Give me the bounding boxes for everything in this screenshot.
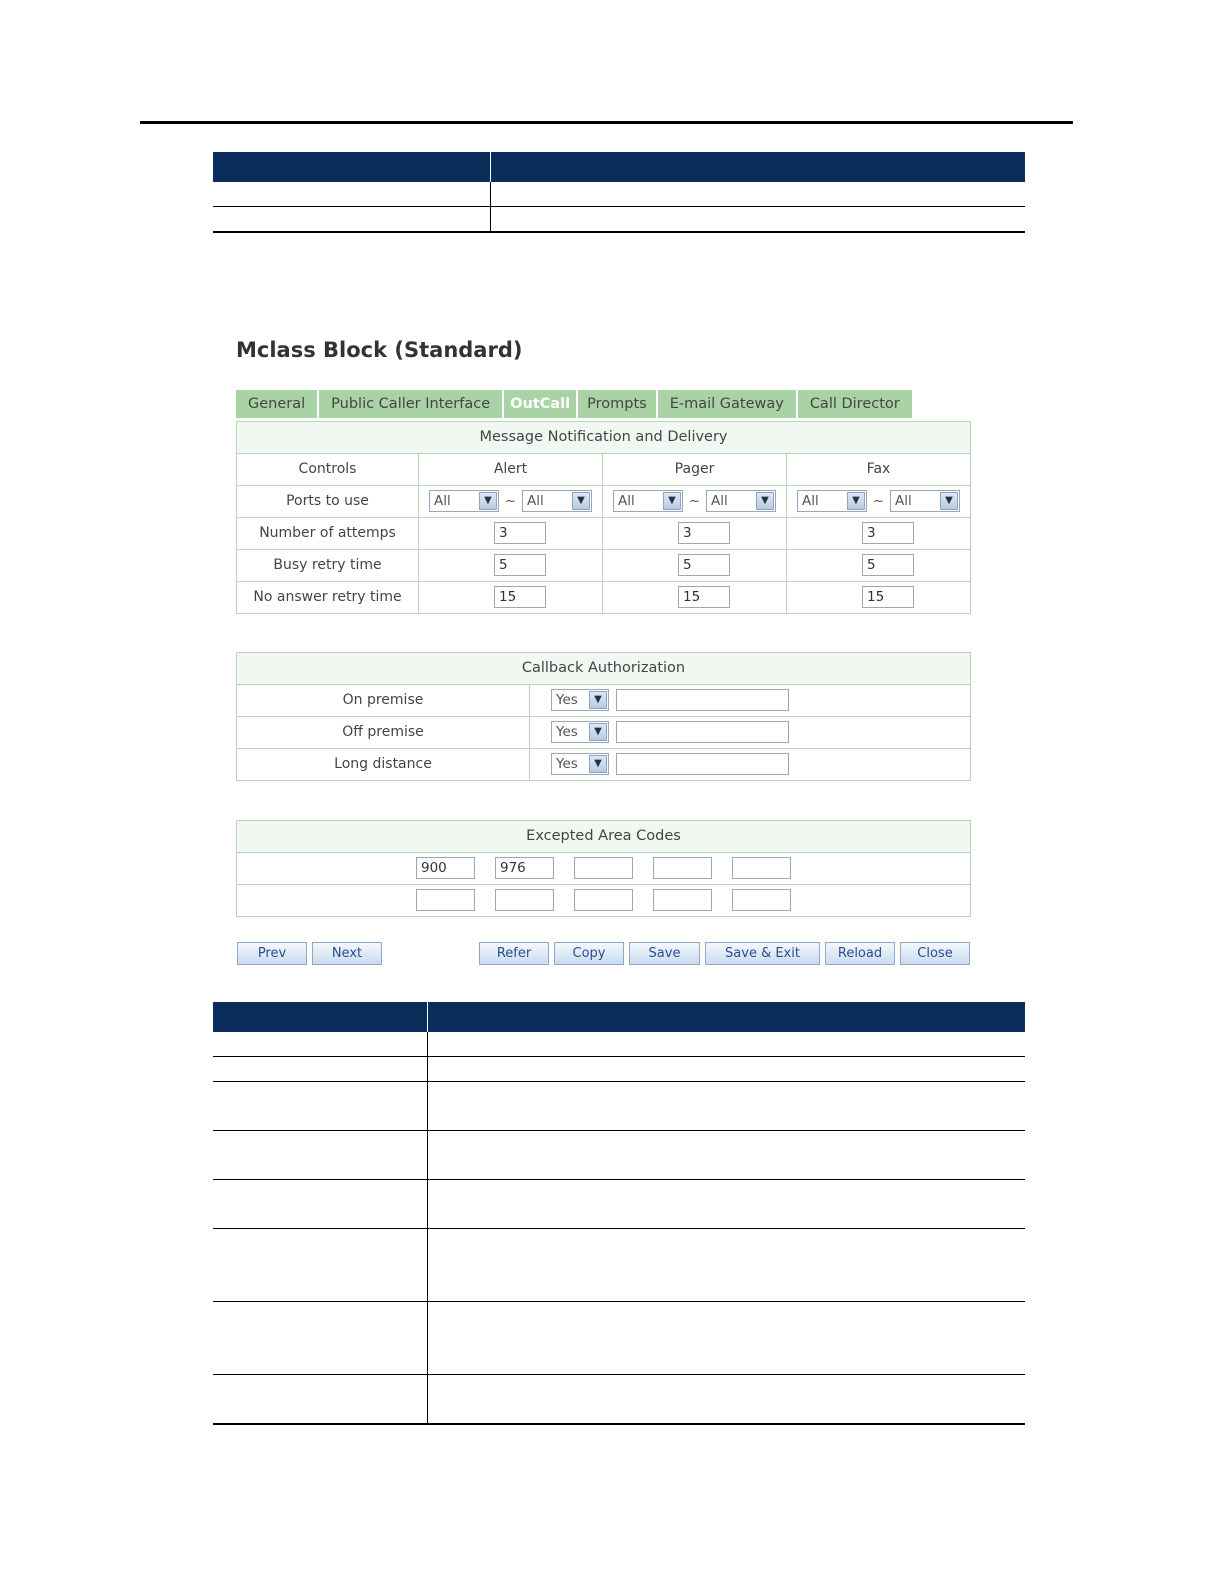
pager-busy-retry-input[interactable]: 5 [678,554,730,576]
fax-busy-cell [787,550,970,581]
chevron-down-icon: ▼ [479,492,497,510]
off-premise-value: Yes [556,724,578,740]
tab-bar [236,390,914,418]
tab-prompts[interactable]: Prompts [578,390,656,418]
area-code-input-8[interactable] [574,889,633,911]
fax-no-answer-input[interactable]: 15 [862,586,914,608]
table-row [213,182,1025,207]
area-codes-row-1 [237,853,970,885]
notification-heading: Message Notification and Delivery [237,422,970,454]
alert-no-answer-input[interactable]: 15 [494,586,546,608]
table-row [213,207,1025,231]
chevron-down-icon: ▼ [663,492,681,510]
area-code-input-10[interactable] [732,889,791,911]
ports-row [237,486,970,518]
busy-retry-label: Busy retry time [237,550,419,581]
fax-port-from-select[interactable] [797,490,867,512]
pager-no-answer-cell [603,582,787,613]
chevron-down-icon: ▼ [572,492,590,510]
area-code-input-6[interactable] [416,889,475,911]
alert-port-to-select[interactable] [522,490,592,512]
on-premise-select[interactable] [551,689,609,711]
prev-button[interactable]: Prev [237,942,307,965]
tab-general[interactable]: General [236,390,317,418]
bottom-doc-table [213,1002,1025,1425]
alert-busy-retry-input[interactable]: 5 [494,554,546,576]
fax-port-to-value: All [895,493,912,509]
chevron-down-icon: ▼ [589,691,607,709]
busy-retry-row [237,550,970,582]
table-row [213,1302,1025,1375]
tab-call-director[interactable]: Call Director [798,390,912,418]
area-code-input-1[interactable]: 900 [416,857,475,879]
off-premise-cell [530,717,970,748]
save-exit-button[interactable]: Save & Exit [705,942,820,965]
alert-ports-cell [419,486,603,517]
off-premise-text-input[interactable] [616,721,789,743]
close-button[interactable]: Close [900,942,970,965]
column-alert: Alert [419,454,603,485]
alert-busy-cell [419,550,603,581]
page-title: Mclass Block (Standard) [236,338,523,362]
pager-ports-cell [603,486,787,517]
table-row [213,1057,1025,1082]
on-premise-row [237,685,970,717]
long-distance-text-input[interactable] [616,753,789,775]
attempts-label: Number of attemps [237,518,419,549]
range-tilde: ~ [505,494,516,509]
area-code-input-5[interactable] [732,857,791,879]
fax-ports-cell [787,486,970,517]
pager-no-answer-input[interactable]: 15 [678,586,730,608]
fax-port-to-select[interactable] [890,490,960,512]
ports-label: Ports to use [237,486,419,517]
pager-attempts-cell [603,518,787,549]
off-premise-row [237,717,970,749]
next-button[interactable]: Next [312,942,382,965]
alert-attempts-cell [419,518,603,549]
top-doc-table [213,152,1025,233]
area-code-input-2[interactable]: 976 [495,857,554,879]
on-premise-cell [530,685,970,716]
long-distance-label: Long distance [237,749,530,780]
long-distance-select[interactable] [551,753,609,775]
attempts-row [237,518,970,550]
table-row [213,1082,1025,1131]
save-button[interactable]: Save [629,942,700,965]
alert-port-from-select[interactable] [429,490,499,512]
off-premise-label: Off premise [237,717,530,748]
on-premise-label: On premise [237,685,530,716]
area-code-input-4[interactable] [653,857,712,879]
long-distance-row [237,749,970,780]
area-code-input-7[interactable] [495,889,554,911]
chevron-down-icon: ▼ [756,492,774,510]
no-answer-retry-row [237,582,970,613]
notification-panel [236,421,971,614]
fax-attempts-input[interactable]: 3 [862,522,914,544]
column-pager: Pager [603,454,787,485]
alert-no-answer-cell [419,582,603,613]
fax-busy-retry-input[interactable]: 5 [862,554,914,576]
callback-panel [236,652,971,781]
table-row [213,1375,1025,1423]
chevron-down-icon: ▼ [589,723,607,741]
table-row [213,1032,1025,1057]
reload-button[interactable]: Reload [825,942,895,965]
table-row [213,1229,1025,1302]
long-distance-cell [530,749,970,780]
on-premise-value: Yes [556,692,578,708]
on-premise-text-input[interactable] [616,689,789,711]
chevron-down-icon: ▼ [940,492,958,510]
tab-public-caller-interface[interactable]: Public Caller Interface [319,390,502,418]
copy-button[interactable]: Copy [554,942,624,965]
fax-no-answer-cell [787,582,970,613]
column-controls: Controls [237,454,419,485]
area-code-input-9[interactable] [653,889,712,911]
range-tilde: ~ [873,494,884,509]
pager-port-from-select[interactable] [613,490,683,512]
range-tilde: ~ [689,494,700,509]
column-fax: Fax [866,461,891,477]
area-codes-row-2 [237,885,970,916]
table-row [213,1131,1025,1180]
tab-outcall[interactable]: OutCall [504,390,576,418]
pager-busy-cell [603,550,787,581]
pager-attempts-input[interactable]: 3 [678,522,730,544]
callback-heading: Callback Authorization [237,653,970,685]
bottom-doc-table-header [213,1002,1025,1032]
top-doc-table-header [213,152,1025,182]
area-code-input-3[interactable] [574,857,633,879]
chevron-down-icon: ▼ [847,492,865,510]
refer-button[interactable]: Refer [479,942,549,965]
notification-header-row [237,454,970,486]
tab-email-gateway[interactable]: E-mail Gateway [658,390,796,418]
no-answer-retry-label: No answer retry time [237,582,419,613]
pager-port-from-value: All [618,493,635,509]
table-row [213,1180,1025,1229]
chevron-down-icon: ▼ [589,755,607,773]
off-premise-select[interactable] [551,721,609,743]
alert-port-to-value: All [527,493,544,509]
top-rule [140,121,1073,124]
area-codes-panel [236,820,971,917]
long-distance-value: Yes [556,756,578,772]
alert-attempts-input[interactable]: 3 [494,522,546,544]
area-codes-heading: Excepted Area Codes [237,821,970,853]
pager-port-to-value: All [711,493,728,509]
alert-port-from-value: All [434,493,451,509]
fax-port-from-value: All [802,493,819,509]
pager-port-to-select[interactable] [706,490,776,512]
fax-attempts-cell [787,518,970,549]
